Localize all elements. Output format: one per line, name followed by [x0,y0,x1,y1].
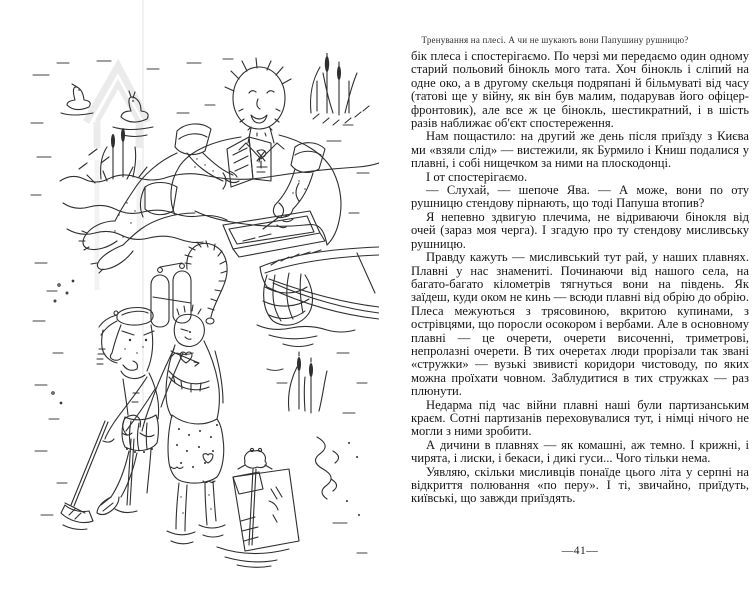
cattails-bottom [288,352,327,413]
boat-with-net [257,247,379,347]
paragraph: бік плеса і спостерігаємо. По черзі ми передаємо один одному старий польовий бінокль мого тата. Хоч бінокль і сліпий на одне око, а в другому скельця подряпані й більмуваті від часу (татові ще у війну, як він був малим, подарував його офіцер-фронтовик), але все ж це бінокль, шестикратний, і в шість разів наближає об'єкт спостереження. [411,49,749,131]
book-illustration [27,53,379,591]
diver-boy-left [61,308,159,530]
paragraph: І от спостерігаємо. [426,169,528,184]
paragraph: Уявляю, скільки мисливців понаїде цього літа у серпні на відкриття полювання «по перу». І ті, звичайно, приїдуть, київські, що завжди приїздять. [411,464,749,506]
river-bank [60,149,379,243]
frog-and-board [217,437,360,567]
running-head: Тренування на плесі. А чи не шукають вони Папушину рушницю? [421,35,689,45]
page-number: —41— [561,545,599,557]
big-man [79,58,341,273]
wooden-board [223,211,325,257]
paragraph: Я непевно здвигую плечима, не відриваючи бінокля від очей (зараз моя черга). І згадую про ту стендову мисливську рушницю. [411,209,749,251]
duck-icons [61,84,153,137]
paragraph: А дичини в плавнях — як комашні, аж темно. І крижні, і чирята, і лиски, і бекаси, і дикі гуси... Чого тільки нема. [411,437,749,466]
paragraph-dialogue: — Слухай, — шепоче Ява. — А може, вони по оту рушницю стендову пірнають, що тоді Папуша втопив? [411,183,749,211]
paragraph: Нам пощастило: на другий же день після приїзду з Києва ми «взяли слід» — вистежили, як Бурмило і Книш подалися у плавні, і собі нищечком за ними на плоскодонці. [411,129,749,171]
text-column [411,50,749,506]
cattails-top-right [310,53,369,125]
right-page [380,0,754,595]
paragraph: Правду кажуть — мисливський тут рай, у наших плавнях. Плавні у нас знамениті. Починаючи від нашого села, на багато-багато кілометрів тягнуться вони на південь. Як заїдеш, куди оком не кинь — всюди плавні від обрію до обрію. Плеса межуються з трясовиною, вкритою купинами, з острівцями, що поросли осокором і вербами. Але в основному плавні — це очерети, очерети височенні, триметрові, непролазні очерети. В тих очеретах люди прорізали так звані «стружки» — вузькі звивисті коридори чистоводу, по яких можна проїхати човном. Заблудитися в тих стружках — раз плюнути. [411,250,749,399]
bubbles [52,280,74,404]
paragraph: Недарма під час війни плавні наші були партизанським краєм. Сотні партизанів переховувалися тут, і німці нічого не могли з ними зробити. [411,397,749,439]
